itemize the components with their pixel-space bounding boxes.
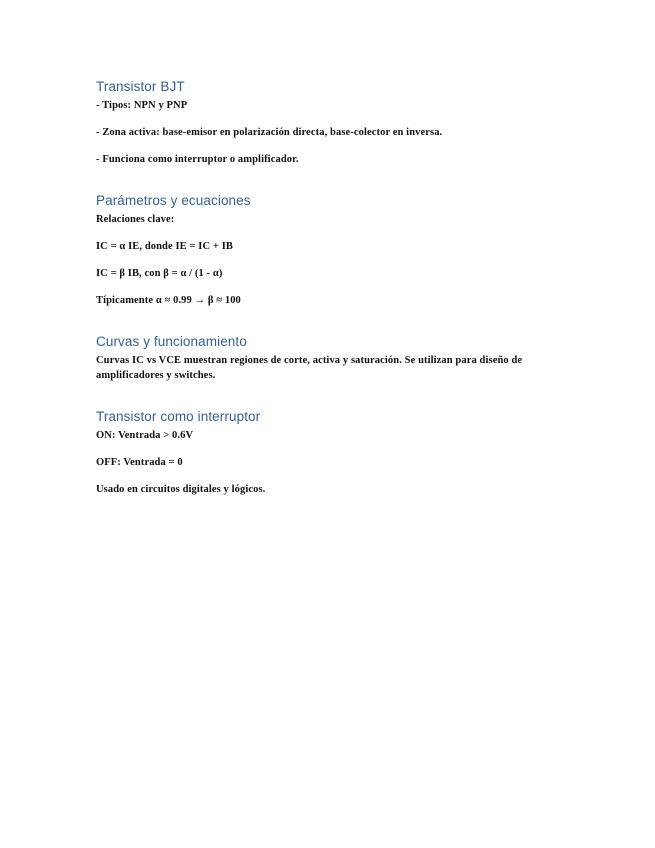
paragraph: - Zona activa: base-emisor en polarización directa, base-colector en inversa. bbox=[96, 127, 443, 138]
equation-paragraph: IC = β IB, con β = α / (1 - α) bbox=[96, 268, 223, 279]
section-curvas-funcionamiento bbox=[96, 333, 566, 383]
paragraph: Relaciones clave: bbox=[96, 214, 175, 225]
paragraph: ON: Ventrada > 0.6V bbox=[96, 430, 194, 441]
section-heading: Parámetros y ecuaciones bbox=[96, 193, 251, 208]
paragraph: Usado en circuitos digitales y lógicos. bbox=[96, 484, 266, 495]
paragraph: - Funciona como interruptor o amplificador. bbox=[96, 154, 299, 165]
section-heading: Curvas y funcionamiento bbox=[96, 334, 247, 349]
section-transistor-bjt bbox=[96, 78, 566, 167]
paragraph: Curvas IC vs VCE muestran regiones de corte, activa y saturación. Se utilizan para diseño de amplificadores y switches. bbox=[96, 355, 523, 381]
paragraph: OFF: Ventrada = 0 bbox=[96, 457, 183, 468]
document-page bbox=[96, 78, 566, 497]
equation-paragraph: IC = α IE, donde IE = IC + IB bbox=[96, 241, 233, 252]
section-heading: Transistor como interruptor bbox=[96, 409, 261, 424]
section-heading: Transistor BJT bbox=[96, 79, 185, 94]
paragraph: - Tipos: NPN y PNP bbox=[96, 100, 188, 111]
section-transistor-interruptor bbox=[96, 408, 566, 497]
section-parametros-ecuaciones bbox=[96, 192, 566, 308]
equation-paragraph: Típicamente α ≈ 0.99 → β ≈ 100 bbox=[96, 295, 241, 306]
